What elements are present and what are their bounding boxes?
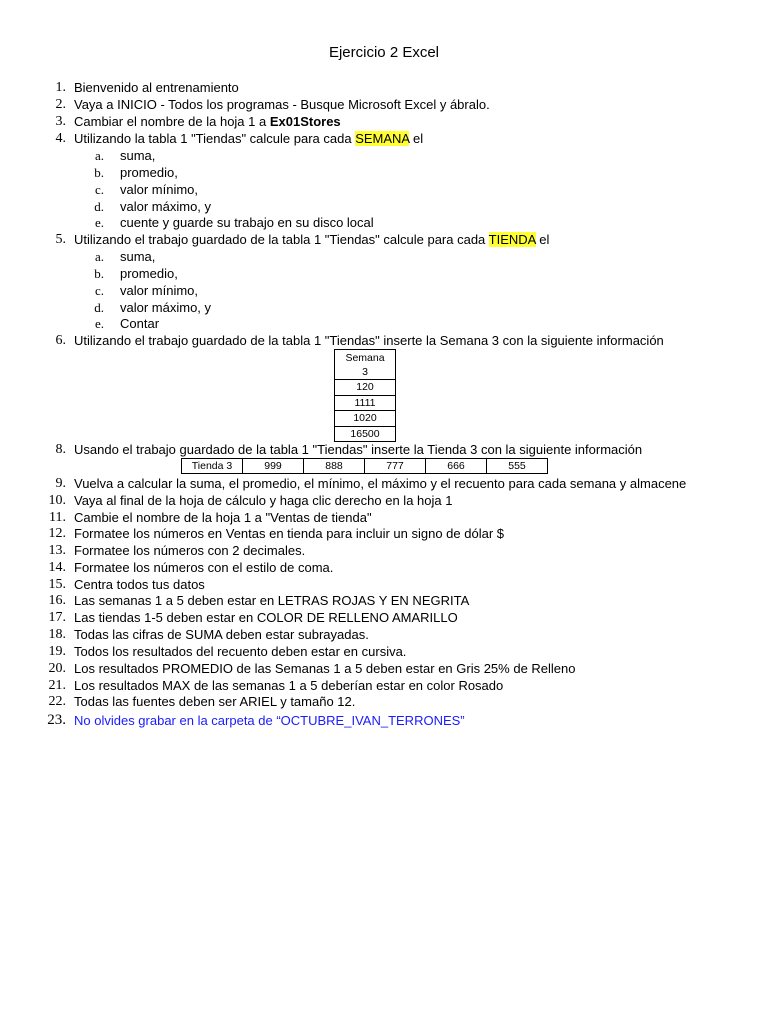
item-number: 4. (55, 131, 66, 146)
sub-item-text: valor máximo, y (120, 300, 212, 315)
item-text: Vuelva a calcular la suma, el promedio, el mínimo, el máximo y el recuento para cada semana y almacene (74, 476, 687, 491)
tienda-cell: 555 (487, 459, 548, 474)
item-number: 18. (48, 627, 66, 642)
item-text-tail: el (409, 131, 424, 146)
item-number: 15. (48, 577, 66, 592)
sub-item-letter: a. (94, 249, 104, 264)
item-number: 12. (48, 526, 66, 541)
item-number: 5. (55, 232, 66, 247)
item-text: Vaya al final de la hoja de cálculo y haga clic derecho en la hoja 1 (74, 493, 453, 508)
item-number: 22. (48, 694, 66, 709)
item-text-main: Utilizando el trabajo guardado de la tabla 1 "Tiendas" calcule para cada (74, 232, 489, 247)
highlight-tienda: TIENDA (488, 232, 536, 247)
item-number: 21. (48, 678, 66, 693)
sub-item-text: Contar (120, 316, 160, 331)
item-number: 14. (48, 560, 66, 575)
semana-table (334, 349, 396, 442)
tienda-cell: Tienda 3 (182, 459, 243, 474)
sub-item-letter: e. (94, 215, 104, 230)
tienda-table (181, 458, 548, 474)
item-number: 9. (55, 476, 66, 491)
tienda-cell: 666 (426, 459, 487, 474)
item-text: Formatee los números con 2 decimales. (74, 543, 306, 558)
sub-item-text: suma, (120, 148, 156, 163)
item-number: 8. (55, 442, 66, 457)
item-text: Cambie el nombre de la hoja 1 a "Ventas de tienda" (74, 510, 372, 525)
item-text: Vaya a INICIO - Todos los programas - Busque Microsoft Excel y ábralo. (74, 97, 490, 112)
item-text-tail: el (535, 232, 550, 247)
item-number: 19. (48, 644, 66, 659)
sub-item-letter: b. (94, 266, 104, 281)
sheet-name: Ex01Stores (269, 114, 341, 129)
item-number: 1. (55, 80, 66, 95)
item-text: Todas las cifras de SUMA deben estar subrayadas. (74, 627, 369, 642)
sub-item-text: suma, (120, 249, 156, 264)
sub-item-text: valor mínimo, (120, 182, 199, 197)
sub-item-text: promedio, (120, 266, 178, 281)
item-text: Los resultados PROMEDIO de las Semanas 1 a 5 deben estar en Gris 25% de Relleno (74, 661, 576, 676)
sub-item-letter: d. (94, 300, 104, 315)
item-text: Bienvenido al entrenamiento (74, 80, 239, 95)
tienda-cell: 888 (304, 459, 365, 474)
tienda-cell: 999 (243, 459, 304, 474)
item-text: Formatee los números en Ventas en tienda para incluir un signo de dólar $ (74, 526, 504, 541)
item-text: Todos los resultados del recuento deben estar en cursiva. (74, 644, 407, 659)
item-text (74, 231, 549, 248)
sub-item-letter: c. (94, 283, 104, 298)
sub-item-text: promedio, (120, 165, 178, 180)
item-number: 10. (48, 493, 66, 508)
sub-item-letter: a. (94, 148, 104, 163)
highlight-semana: SEMANA (355, 131, 410, 146)
sub-item-letter: b. (94, 165, 104, 180)
semana-value-cell: 1020 (335, 411, 396, 427)
item-number: 13. (48, 543, 66, 558)
item-text: Las semanas 1 a 5 deben estar en LETRAS ROJAS Y EN NEGRITA (74, 593, 470, 608)
item-text: Los resultados MAX de las semanas 1 a 5 deberían estar en color Rosado (74, 678, 504, 693)
item-text: Las tiendas 1-5 deben estar en COLOR DE RELLENO AMARILLO (74, 610, 458, 625)
item-number: 3. (55, 114, 66, 129)
sub-item-letter: d. (94, 199, 104, 214)
item-number: 23. (47, 712, 66, 728)
item-text-save-reminder: No olvides grabar en la carpeta de “OCTUBRE_IVAN_TERRONES” (74, 713, 465, 728)
sub-item-letter: c. (94, 182, 104, 197)
item-number: 11. (49, 510, 66, 525)
item-number: 2. (55, 97, 66, 112)
item-number: 20. (48, 661, 66, 676)
item-number: 6. (55, 333, 66, 348)
item-text: Todas las fuentes deben ser ARIEL y tamaño 12. (74, 694, 356, 709)
item-text: Usando el trabajo guardado de la tabla 1 "Tiendas" inserte la Tienda 3 con la siguiente información (74, 442, 643, 457)
semana-value-cell: 1111 (335, 395, 396, 411)
semana-value-cell: 16500 (335, 426, 396, 442)
page-title: Ejercicio 2 Excel (328, 44, 440, 61)
item-text (74, 130, 423, 147)
sub-item-text: valor máximo, y (120, 199, 212, 214)
item-text: Utilizando el trabajo guardado de la tabla 1 "Tiendas" inserte la Semana 3 con la siguiente información (74, 333, 664, 348)
item-text-main: Utilizando la tabla 1 "Tiendas" calcule para cada (74, 131, 356, 146)
item-number: 17. (48, 610, 66, 625)
item-text (74, 113, 341, 130)
item-number: 16. (48, 593, 66, 608)
sub-item-letter: e. (94, 316, 104, 331)
item-text-main: Cambiar el nombre de la hoja 1 a (74, 114, 270, 129)
semana-value-cell: 120 (335, 380, 396, 396)
tienda-cell: 777 (365, 459, 426, 474)
sub-item-text: valor mínimo, (120, 283, 199, 298)
semana-header-cell: Semana 3 (335, 350, 396, 380)
item-text: Formatee los números con el estilo de coma. (74, 560, 334, 575)
item-text: Centra todos tus datos (74, 577, 205, 592)
sub-item-text: cuente y guarde su trabajo en su disco local (120, 215, 374, 230)
